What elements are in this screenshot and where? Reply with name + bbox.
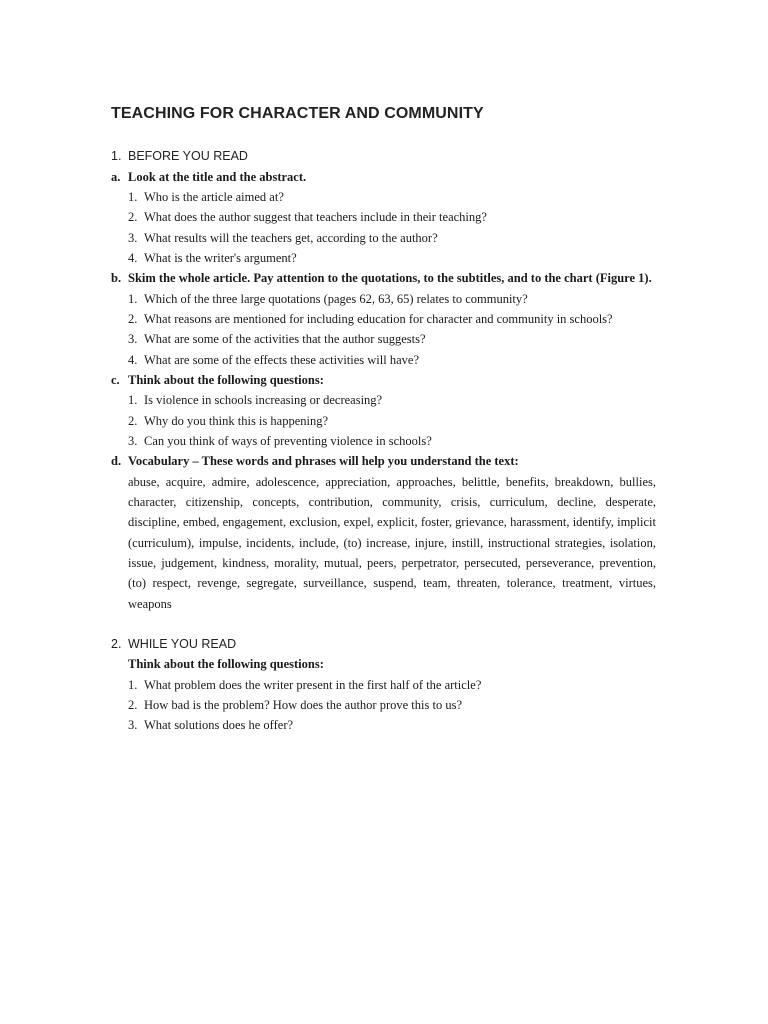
subsection-letter: c. bbox=[111, 372, 120, 387]
item-text: Who is the article aimed at? bbox=[144, 190, 284, 204]
section-heading-before-you-read bbox=[111, 146, 656, 167]
section-number: 1. bbox=[111, 149, 122, 163]
list-item bbox=[128, 329, 656, 349]
item-text: What reasons are mentioned for including education for character and community in schools? bbox=[144, 311, 613, 326]
list-item bbox=[128, 350, 656, 370]
list-item bbox=[128, 248, 656, 268]
list-item bbox=[128, 207, 656, 227]
list-item bbox=[128, 411, 656, 431]
item-number: 4. bbox=[128, 352, 138, 367]
list-item bbox=[128, 390, 656, 410]
page-title: TEACHING FOR CHARACTER AND COMMUNITY bbox=[111, 105, 484, 122]
subsection-heading-c bbox=[111, 370, 656, 391]
document-page bbox=[111, 105, 656, 736]
list-item bbox=[128, 309, 656, 329]
item-number: 2. bbox=[128, 311, 138, 326]
vocabulary-list: abuse, acquire, admire, adolescence, appreciation, approaches, belittle, benefits, breakdown, bullies, character, citizenship, concepts, contribution, community, crisis, curriculum, decline, desperate, discipline, embed, engagement, exclusion, expel, explicit, foster, grievance, harassment, identify, implicit (curriculum), impulse, incidents, include, (to) increase, injure, instill, instructional strategies, isolation, issue, judgement, kindness, morality, mutual, peers, perpetrator, persecuted, perseverance, prevention, (to) respect, revenge, segregate, surveillance, suspend, team, threaten, tolerance, treatment, virtues, weapons bbox=[128, 474, 656, 611]
item-text: Which of the three large quotations (pages 62, 63, 65) relates to community? bbox=[144, 291, 528, 306]
item-text: What is the writer's argument? bbox=[144, 250, 297, 265]
item-number: 2. bbox=[128, 698, 138, 713]
subsection-heading-d bbox=[111, 451, 656, 472]
subsection-text: Look at the title and the abstract. bbox=[128, 169, 307, 184]
subsection-letter: d. bbox=[111, 454, 122, 469]
item-text: How bad is the problem? How does the author prove this to us? bbox=[144, 698, 462, 713]
list-item bbox=[128, 228, 656, 248]
item-number: 3. bbox=[128, 433, 138, 448]
question-list-b bbox=[111, 289, 656, 370]
subsection-heading-a bbox=[111, 167, 656, 188]
question-list-c bbox=[111, 390, 656, 451]
spacer bbox=[111, 614, 656, 634]
item-text: What are some of the effects these activities will have? bbox=[144, 352, 419, 367]
item-text: What solutions does he offer? bbox=[144, 718, 294, 733]
item-text: What does the author suggest that teachers include in their teaching? bbox=[144, 210, 487, 225]
item-text: What problem does the writer present in the first half of the article? bbox=[144, 677, 482, 692]
list-item bbox=[128, 431, 656, 451]
list-item bbox=[128, 289, 656, 309]
list-item bbox=[128, 715, 656, 735]
item-text: Can you think of ways of preventing violence in schools? bbox=[144, 433, 432, 448]
list-item bbox=[128, 675, 656, 695]
section-heading-while-you-read bbox=[111, 634, 656, 655]
subsection-text: Vocabulary – These words and phrases will help you understand the text: bbox=[128, 454, 519, 469]
item-number: 2. bbox=[128, 210, 138, 225]
list-item bbox=[128, 187, 656, 207]
subsection-text: Skim the whole article. Pay attention to the quotations, to the subtitles, and to the chart (Figure 1). bbox=[128, 271, 652, 286]
item-number: 1. bbox=[128, 291, 138, 306]
item-number: 3. bbox=[128, 718, 138, 733]
item-number: 1. bbox=[128, 393, 138, 408]
item-number: 1. bbox=[128, 190, 138, 204]
item-number: 2. bbox=[128, 413, 138, 428]
subsection-letter: b. bbox=[111, 271, 122, 286]
item-text: What are some of the activities that the author suggests? bbox=[144, 332, 426, 347]
section-number: 2. bbox=[111, 636, 122, 651]
subsection-text: Think about the following questions: bbox=[128, 372, 324, 387]
subsection-heading-b bbox=[111, 268, 656, 289]
section-label: WHILE YOU READ bbox=[128, 636, 237, 651]
item-text: Is violence in schools increasing or decreasing? bbox=[144, 393, 383, 408]
section-label: BEFORE YOU READ bbox=[128, 149, 248, 163]
item-number: 4. bbox=[128, 250, 138, 265]
list-item bbox=[128, 695, 656, 715]
subsection-letter: a. bbox=[111, 169, 121, 184]
item-text: What results will the teachers get, according to the author? bbox=[144, 230, 438, 245]
item-number: 1. bbox=[128, 677, 138, 692]
question-list-a bbox=[111, 187, 656, 268]
question-list-while-reading bbox=[111, 675, 656, 736]
item-text: Why do you think this is happening? bbox=[144, 413, 329, 428]
section-instruction: Think about the following questions: bbox=[128, 657, 324, 672]
item-number: 3. bbox=[128, 230, 138, 245]
item-number: 3. bbox=[128, 332, 138, 347]
